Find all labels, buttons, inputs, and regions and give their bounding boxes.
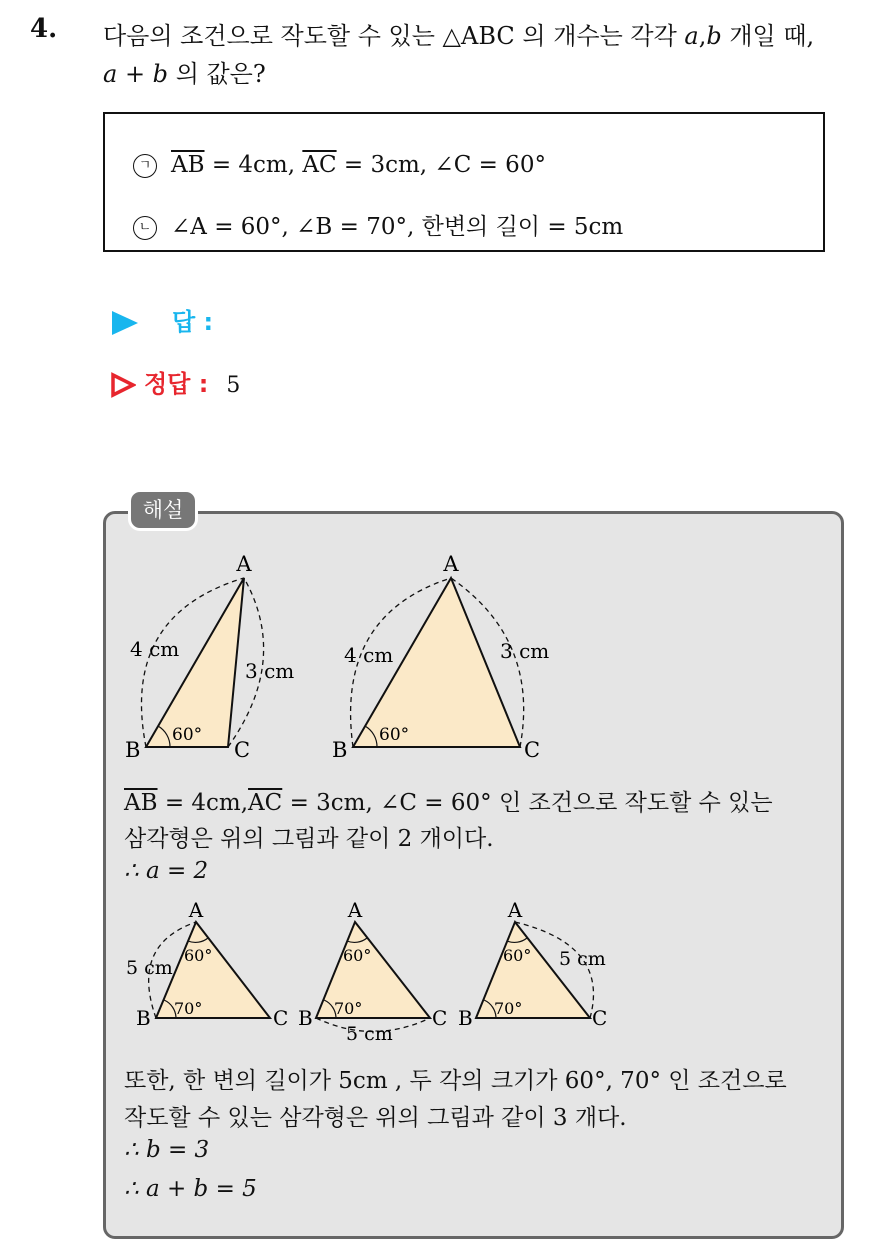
correct-value: 5 — [226, 373, 241, 398]
solution-para-2-line-2: 작도할 수 있는 삼각형은 위의 그림과 같이 3 개다. — [124, 1105, 627, 1131]
para1-mid: = 4cm, — [157, 790, 249, 816]
side-label-3: 5 cm — [126, 957, 173, 979]
segment-ac: $\overline{AC}$ — [302, 152, 337, 178]
vertex-a-4: A — [347, 898, 363, 922]
angle-b-label-3: 70° — [174, 999, 203, 1018]
vertex-b-3: B — [136, 1006, 151, 1030]
angle-a-label-4: 60° — [343, 946, 372, 965]
question-text-a: 다음의 조건으로 작도할 수 있는 △ABC 의 개수는 각각 — [103, 22, 677, 50]
vertex-b-5: B — [458, 1006, 473, 1030]
result-b: ∴ b = 3 — [124, 1137, 210, 1163]
condition-1-eq1: = 4cm, — [204, 152, 303, 178]
solution-para-1-line-2: 삼각형은 위의 그림과 같이 2 개이다. — [124, 826, 494, 852]
vertex-b-4: B — [298, 1006, 313, 1030]
angle-label-2: 60° — [379, 725, 410, 745]
vertex-c-1: C — [234, 738, 251, 762]
condition-marker-2: ㄴ — [133, 216, 157, 240]
question-text-c: 의 값은? — [175, 60, 266, 88]
side-label-5: 5 cm — [559, 948, 606, 970]
correct-label: 정답 : — [144, 370, 209, 398]
solution-para-2-line-1: 또한, 한 변의 길이가 5cm , 두 각의 크기가 60°, 70° 인 조건으로 — [124, 1068, 787, 1094]
segment-ab: $\overline{AB}$ — [171, 152, 205, 178]
vertex-a-3: A — [188, 898, 204, 922]
side-ab-label-1: 4 cm — [130, 637, 180, 661]
condition-2-text: ∠A = 60°, ∠B = 70°, 한변의 길이 = 5cm — [171, 214, 624, 240]
question-number: 4. — [30, 14, 58, 44]
vertex-c-5: C — [592, 1006, 608, 1030]
para1-segment-ab: $\overline{AB}$ — [124, 790, 158, 816]
solution-tag: 해설 — [128, 489, 198, 531]
vertex-b-1: B — [125, 738, 141, 762]
var-a: a — [684, 22, 699, 50]
side-ab-label-2: 4 cm — [344, 643, 394, 667]
var-b: b — [706, 22, 722, 50]
vertex-b-2: B — [332, 738, 348, 762]
condition-marker-1: ㄱ — [133, 154, 157, 178]
answer-label: 답 : — [172, 308, 214, 336]
result-a: ∴ a = 2 — [124, 858, 209, 884]
para1-rest: = 3cm, ∠C = 60° 인 조건으로 작도할 수 있는 — [282, 790, 773, 816]
angle-b-label-5: 70° — [494, 999, 523, 1018]
side-ac-label-2: 3 cm — [500, 639, 550, 663]
angle-label-1: 60° — [172, 725, 203, 745]
solution-para-1-line-1 — [124, 784, 773, 817]
question-text-b: 개일 때, — [729, 22, 815, 50]
angle-a-label-5: 60° — [503, 946, 532, 965]
vertex-c-4: C — [432, 1006, 448, 1030]
vertex-a-1: A — [236, 552, 252, 576]
para1-segment-ac: $\overline{AC}$ — [248, 790, 283, 816]
angle-b-label-4: 70° — [334, 999, 363, 1018]
var-sep: , — [698, 22, 707, 50]
triangle-1-1 — [146, 578, 244, 747]
side-ac-label-1: 3 cm — [245, 659, 295, 683]
figure-2 — [0, 890, 884, 1050]
result-a-plus-b: ∴ a + b = 5 — [124, 1176, 257, 1202]
vertex-a-5: A — [507, 898, 523, 922]
angle-a-label-3: 60° — [184, 946, 213, 965]
vertex-a-2: A — [443, 552, 459, 576]
vertex-c-2: C — [524, 738, 541, 762]
question-expr: a + b — [103, 60, 169, 88]
vertex-c-3: C — [273, 1006, 289, 1030]
condition-1-eq2: = 3cm, ∠C = 60° — [336, 152, 546, 178]
side-label-4: 5 cm — [346, 1023, 393, 1045]
